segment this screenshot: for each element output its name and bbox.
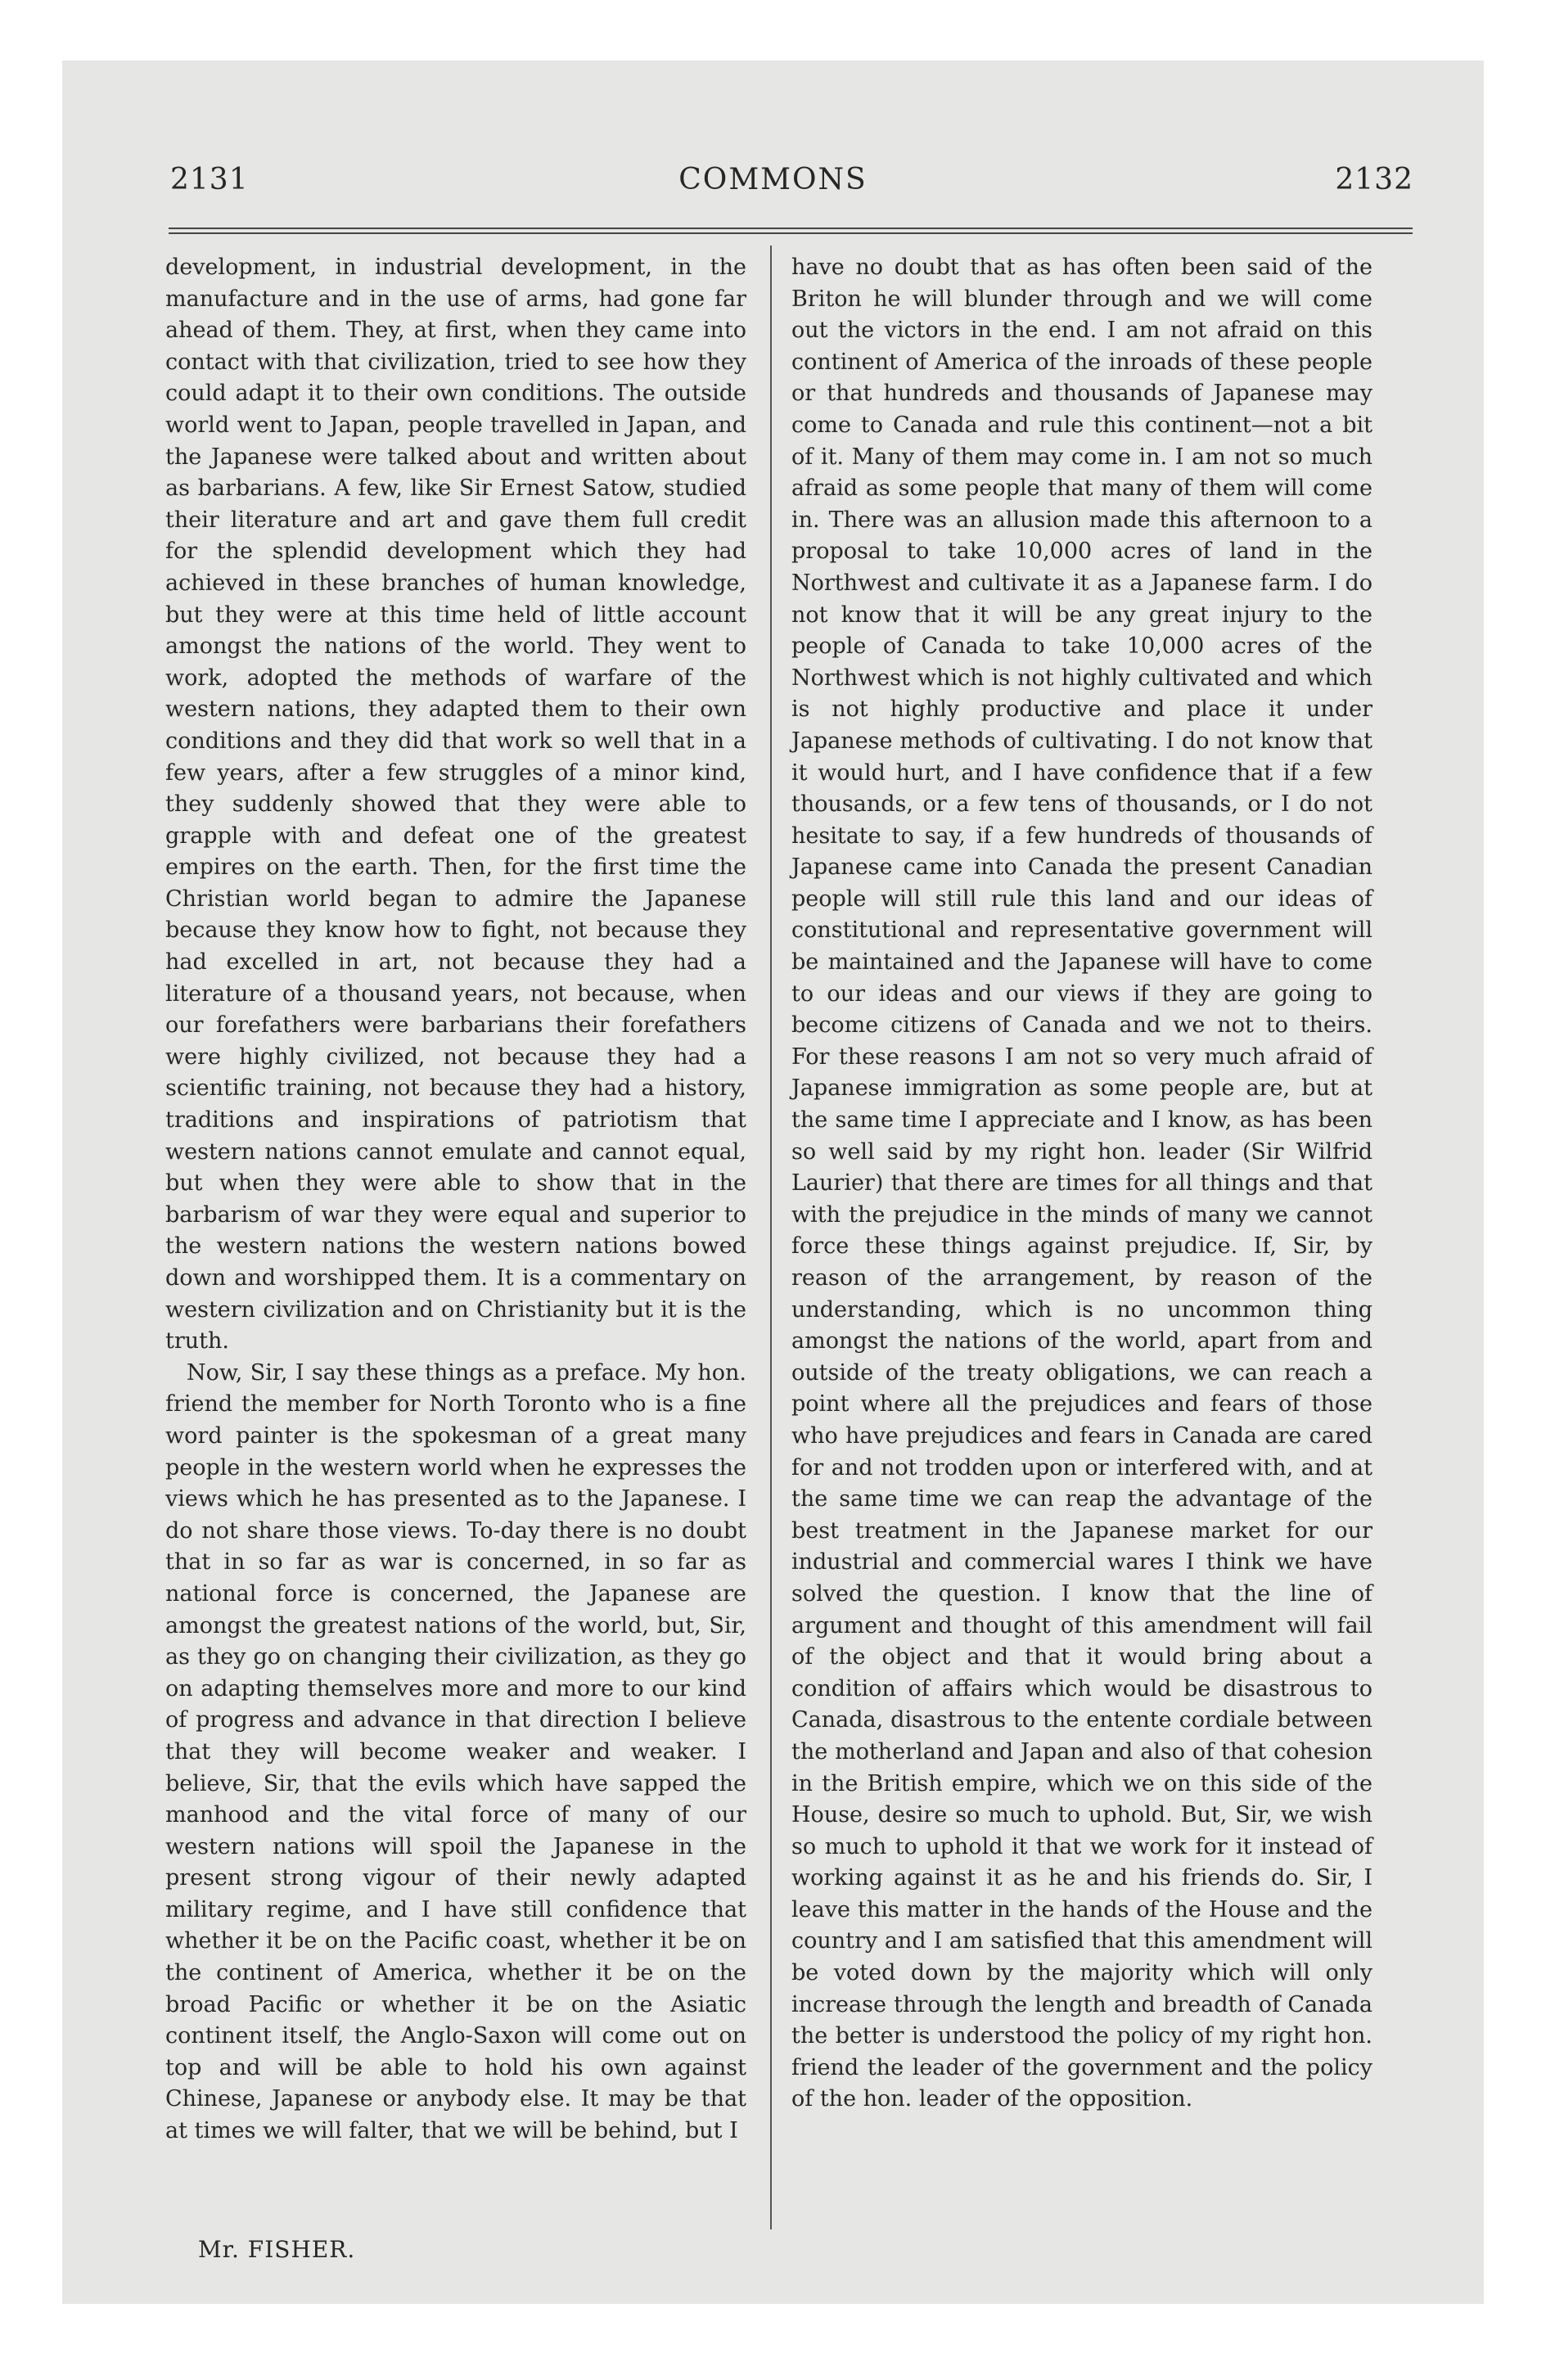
left-paragraph-1: development, in industrial development, in the manufacture and in the use of arms, had gone far ahead of them. They, at first, when they came into contact with that civilization, tried to see how they could adapt it to their own conditions. The outside world went to Japan, people travelled in Japan, and the Japanese were talked about and written about as barbarians. A few, like Sir Ernest Satow, studied their literature and art and gave them full credit for the splendid development which they had achieved in these branches of human knowledge, but they were at this time held of little account amongst the nations of the world. They went to work, adopted the methods of warfare of the western nations, they adapted them to their own conditions and they did that work so well that in a few years, after a few struggles of a minor kind, they suddenly showed that they were able to grapple with and defeat one of the greatest empires on the earth. Then, for the first time the Christian world began to admire the Japanese because they know how to fight, not because they had excelled in art, not because they had a literature of a thousand years, not because, when our forefathers were barbarians their forefathers were highly civilized, not because they had a scientific training, not because they had a history, traditions and inspirations of patriotism that western nations cannot emulate and cannot equal, but when they were able to show that in the barbarism of war they were equal and superior to the western nations the western nations bowed down and worshipped them. It is a commentary on western civilization and on Christianity but it is the truth. (165, 255, 746, 1355)
header-rule-bottom (169, 232, 1413, 234)
right-column (791, 252, 1372, 2116)
scanned-page (62, 61, 1484, 2304)
left-column (165, 252, 746, 2148)
right-paragraph-1: have no doubt that as has often been said of the Briton he will blunder through and we will come out the victors in the end. I am not afraid on this continent of America of the inroads of these people or that hundreds and thousands of Japanese may come to Canada and rule this continent—not a bit of it. Many of them may come in. I am not so much afraid as some people that many of them will come in. There was an allusion made this afternoon to a proposal to take 10,000 acres of land in the Northwest and cultivate it as a Japanese farm. I do not know that it will be any great injury to the people of Canada to take 10,000 acres of the Northwest which is not highly cultivated and which is not highly productive and place it under Japanese methods of cultivating. I do not know that it would hurt, and I have confidence that if a few thousands, or a few tens of thousands, or I do not hesitate to say, if a few hundreds of thousands of Japanese came into Canada the present Canadian people will still rule this land and our ideas of constitutional and representative government will be maintained and the Japanese will have to come to our ideas and our views if they are going to become citizens of Canada and we not to theirs. For these reasons I am not so very much afraid of Japanese immigration as some people are, but at the same time I appreciate and I know, as has been so well said by my right hon. leader (Sir Wilfrid Laurier) that there are times for all things and that with the prejudice in the minds of many we cannot force these things against prejudice. If, Sir, by reason of the arrangement, by reason of the understanding, which is no uncommon thing amongst the nations of the world, apart from and outside of the treaty obligations, we can reach a point where all the prejudices and fears of those who have prejudices and fears in Canada are cared for and not trodden upon or interfered with, and at the same time we can reap the advantage of the best treatment in the Japanese market for our industrial and commercial wares I think we have solved the question. I know that the line of argument and thought of this amendment will fail of the object and that it would bring about a condition of affairs which would be disastrous to Canada, disastrous to the entente cordiale between the motherland and Japan and also of that cohesion in the British empire, which we on this side of the House, desire so much to uphold. But, Sir, we wish so much to uphold it that we work for it instead of working against it as he and his friends do. Sir, I leave this matter in the hands of the House and the country and I am satisfied that this amendment will be voted down by the majority which will only increase through the length and breadth of Canada the better is understood the policy of my right hon. friend the leader of the government and the policy of the hon. leader of the opposition. (791, 255, 1372, 2112)
speaker-signature: Mr. FISHER. (198, 2236, 356, 2263)
page-title: COMMONS (678, 163, 868, 196)
document-page (62, 61, 1484, 2304)
header-rule-top (169, 228, 1413, 229)
column-divider (770, 246, 772, 2229)
left-paragraph-2: Now, Sir, I say these things as a preface. My hon. friend the member for North Toronto who is a fine word painter is the spokesman of a great many people in the western world when he expresses the views which he has presented as to the Japanese. I do not share those views. To-day there is no doubt that in so far as war is concerned, in so far as national force is concerned, the Japanese are amongst the greatest nations of the world, but, Sir, as they go on changing their civilization, as they go on adapting themselves more and more to our kind of progress and advance in that direction I believe that they will become weaker and weaker. I believe, Sir, that the evils which have sapped the manhood and the vital force of many of our western nations will spoil the Japanese in the present strong vigour of their newly adapted military regime, and I have still confidence that whether it be on the Pacific coast, whether it be on the continent of America, whether it be on the broad Pacific or whether it be on the Asiatic continent itself, the Anglo-Saxon will come out on top and will be able to hold his own against Chinese, Japanese or anybody else. It may be that at times we will falter, that we will be behind, but I (165, 1359, 746, 2144)
right-page-number: 2132 (1335, 163, 1413, 196)
left-page-number: 2131 (170, 163, 249, 196)
